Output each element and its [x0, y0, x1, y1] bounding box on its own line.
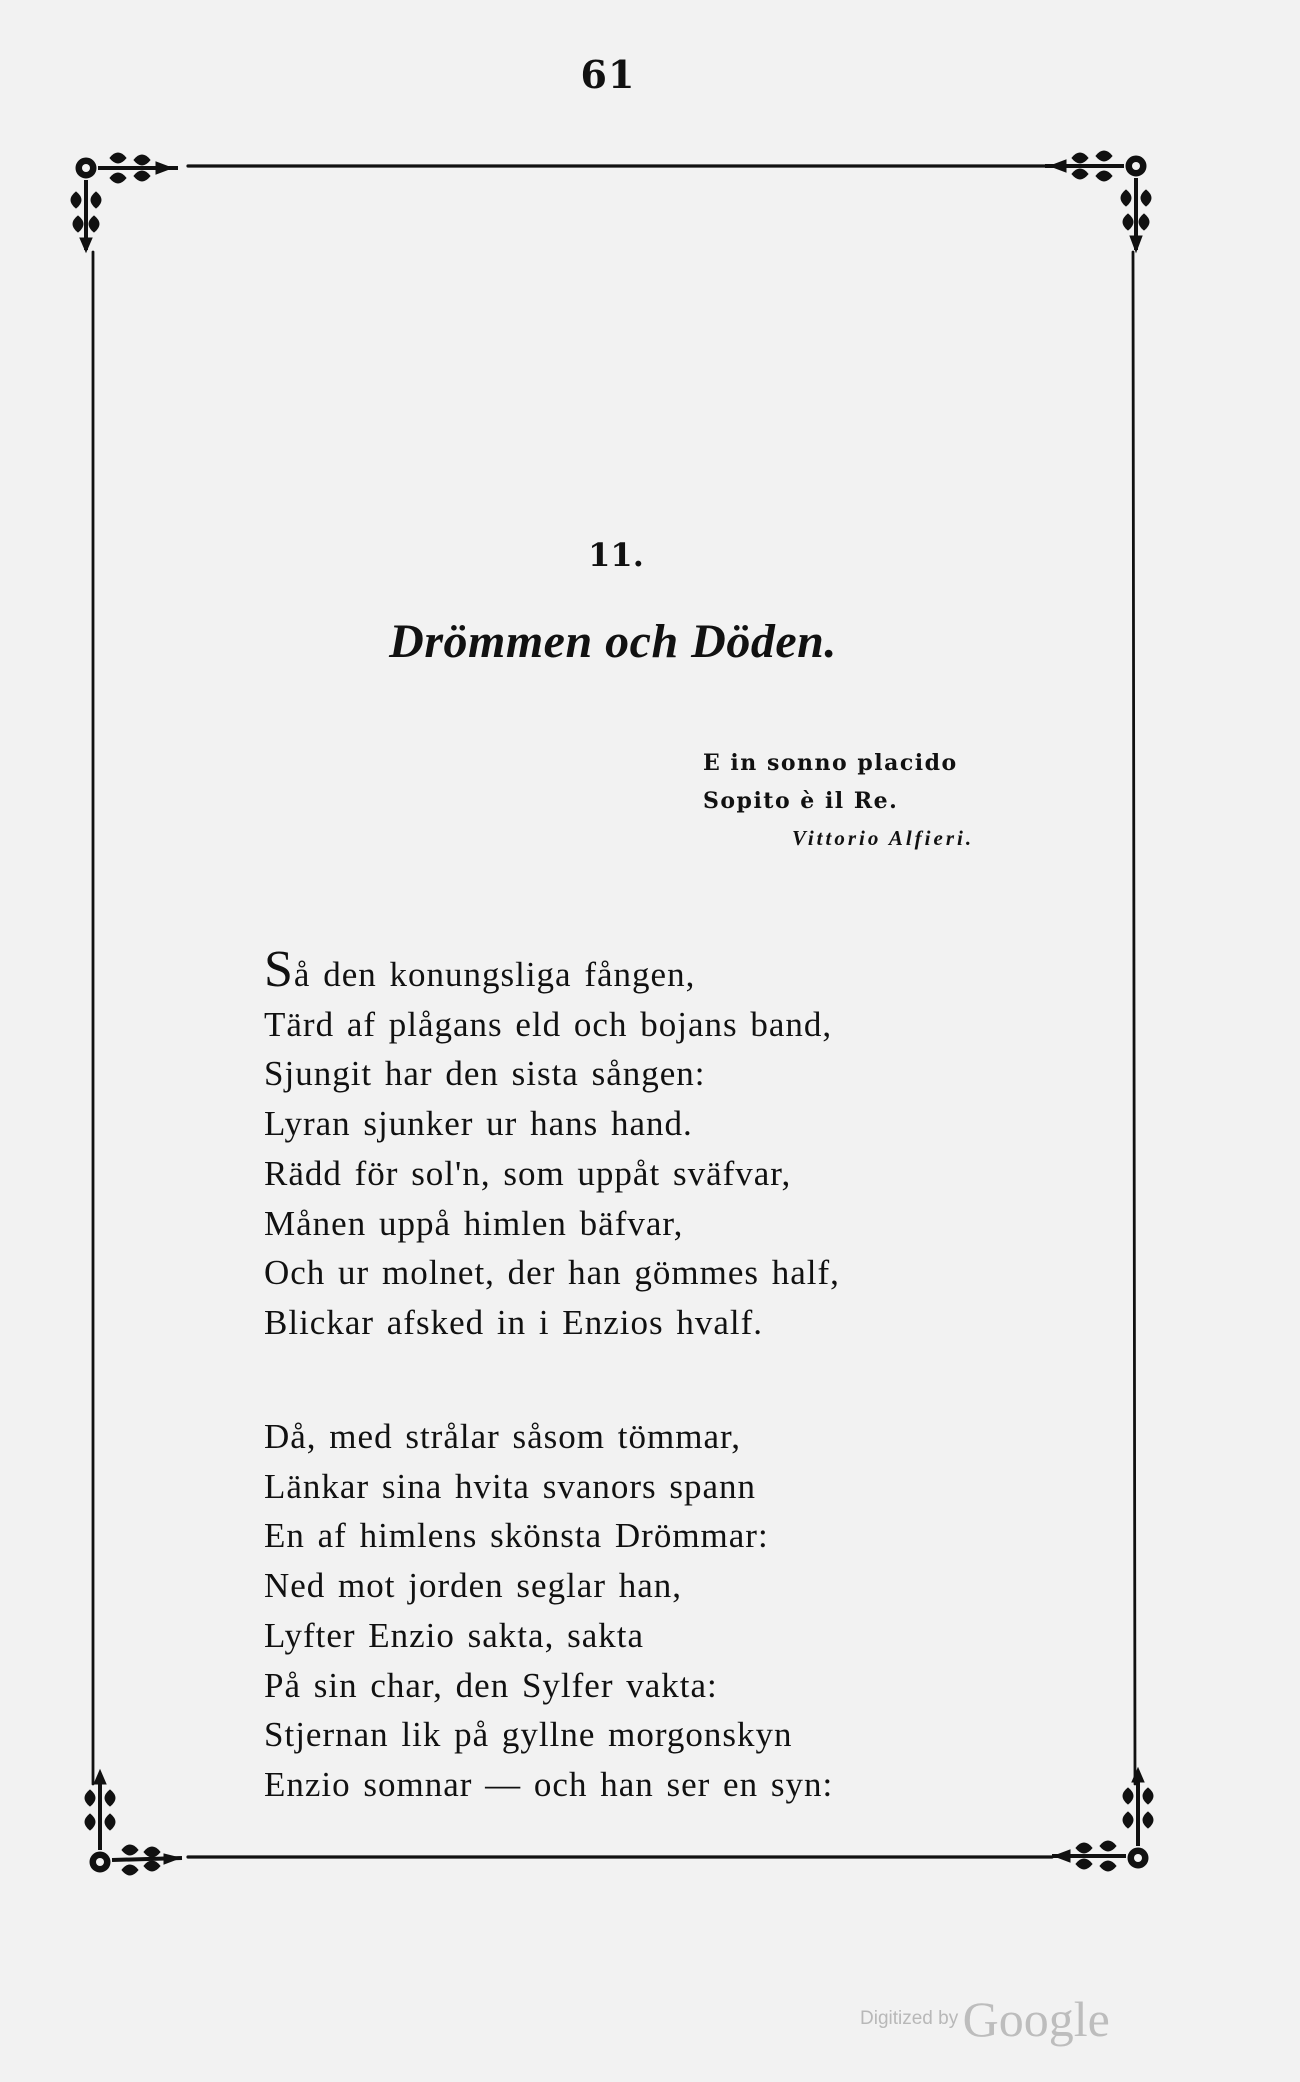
verse-line: Lyran sjunker ur hans hand. [264, 1104, 693, 1144]
verse-line: Då, med strålar såsom tömmar, [264, 1417, 741, 1456]
page-number: 61 [580, 52, 636, 97]
poem-title: Drömmen och Döden. [389, 615, 837, 668]
verse-line: Så den konungsliga fången, [264, 941, 696, 998]
stanza-1 [264, 941, 840, 1348]
corner-ornament-top-right [1045, 151, 1151, 252]
verse-line: Enzio somnar — och han ser en syn: [264, 1764, 834, 1804]
stanza-2 [264, 1412, 833, 1810]
verse-line: Månen uppå himlen bäfvar, [264, 1203, 684, 1243]
epigraph-line: E in sonno placido [703, 750, 958, 776]
verse-line: Stjernan lik på gyllne morgonskyn [264, 1715, 793, 1755]
verse-line: Rädd för sol'n, som uppåt sväfvar, [264, 1153, 792, 1193]
watermark-prefix: Digitized by [860, 2008, 959, 2029]
epigraph-line: Sopito è il Re. [703, 788, 899, 814]
verse-line: Länkar sina hvita svanors spann [264, 1466, 757, 1506]
epigraph [703, 744, 958, 820]
verse-line: Och ur molnet, der han gömmes half, [264, 1253, 840, 1293]
verse-line: Tärd af plågans eld och bojans band, [264, 1004, 833, 1044]
verse-line: Lyfter Enzio sakta, sakta [264, 1615, 644, 1655]
verse-line: En af himlens skönsta Drömmar: [264, 1516, 769, 1556]
digitized-by-google-watermark [860, 1990, 1110, 2048]
right-border-line [1133, 252, 1135, 1784]
corner-ornament-top-left [71, 153, 178, 252]
verse-line: Blickar afsked in i Enzios hvalf. [264, 1302, 763, 1342]
section-number: 11. [588, 536, 644, 574]
verse-line: Ned mot jorden seglar han, [264, 1566, 683, 1606]
corner-ornament-bottom-right [1052, 1768, 1153, 1871]
google-logo: Google [962, 1991, 1110, 2047]
epigraph-attribution: Vittorio Alfieri. [792, 826, 975, 850]
verse-line: På sin char, den Sylfer vakta: [264, 1665, 718, 1705]
corner-ornament-bottom-left [85, 1770, 182, 1875]
verse-line: Sjungit har den sista sången: [264, 1054, 706, 1094]
